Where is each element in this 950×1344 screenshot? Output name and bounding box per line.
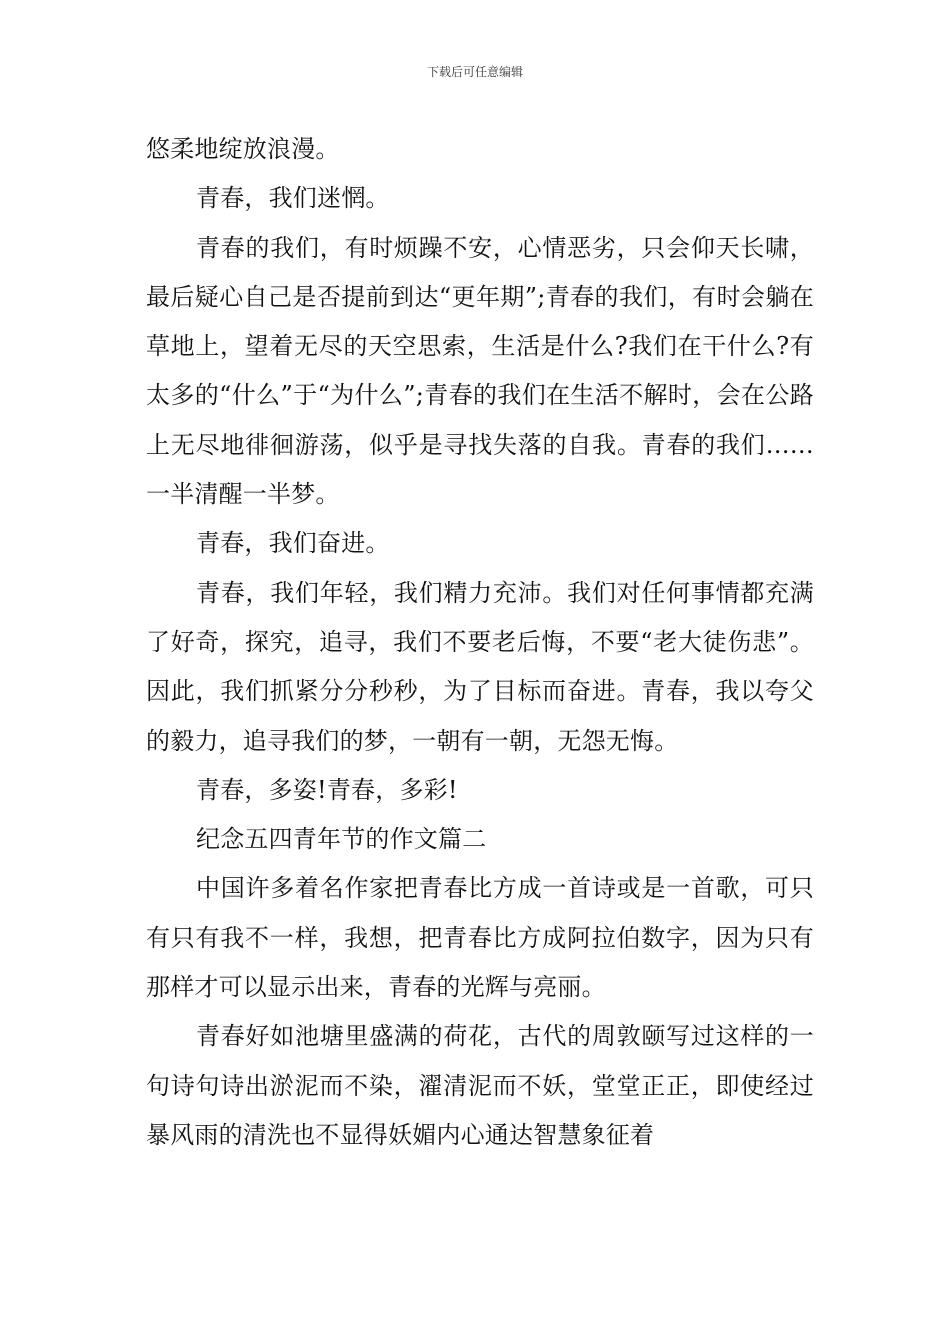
paragraph-continuation: 悠柔地绽放浪漫。 [146,135,340,163]
paragraph-youth-striving: 青春，我们奋进。 [196,529,390,558]
paragraph-youth-colorful: 青春，多姿!青春，多彩! [196,775,458,804]
paragraph-youth-confused-body: 青春的我们，有时烦躁不安，心情恶劣，只会仰天长啸，最后疑心自己是否提前到达“更年期”;青春的我们，有时会躺在草地上，望着无尽的天空思索，生活是什么?我们在干什么?有太多的“什么”于“为什么”;青春的我们在生活不解时，会在公路上无尽地徘徊游荡，似乎是寻找失落的自我。青春的我们……一半清醒一半梦。 [146,233,814,509]
page-header: 下载后可任意编辑 [426,65,523,79]
paragraph-essay-two-intro: 中国许多着名作家把青春比方成一首诗或是一首歌，可只有只有我不一样，我想，把青春比方成阿拉伯数字，因为只有那样才可以显示出来，青春的光辉与亮丽。 [146,874,814,1002]
paragraph-youth-striving-body: 青春，我们年轻，我们精力充沛。我们对任何事情都充满了好奇，探究，追寻，我们不要老后悔，不要“老大徒伤悲”。因此，我们抓紧分分秒秒，为了目标而奋进。青春，我以夸父的毅力，追寻我们的梦，一朝有一朝，无怨无悔。 [146,578,814,755]
paragraph-essay-two-lotus: 青春好如池塘里盛满的荷花，古代的周敦颐写过这样的一句诗句诗出淤泥而不染，濯清泥而不妖，堂堂正正，即使经过暴风雨的清洗也不显得妖媚内心通达智慧象征着 [146,1022,814,1149]
paragraph-youth-confused: 青春，我们迷惘。 [196,184,390,213]
section-heading-essay-two: 纪念五四青年节的作文篇二 [196,825,487,854]
document-body [146,125,814,1160]
